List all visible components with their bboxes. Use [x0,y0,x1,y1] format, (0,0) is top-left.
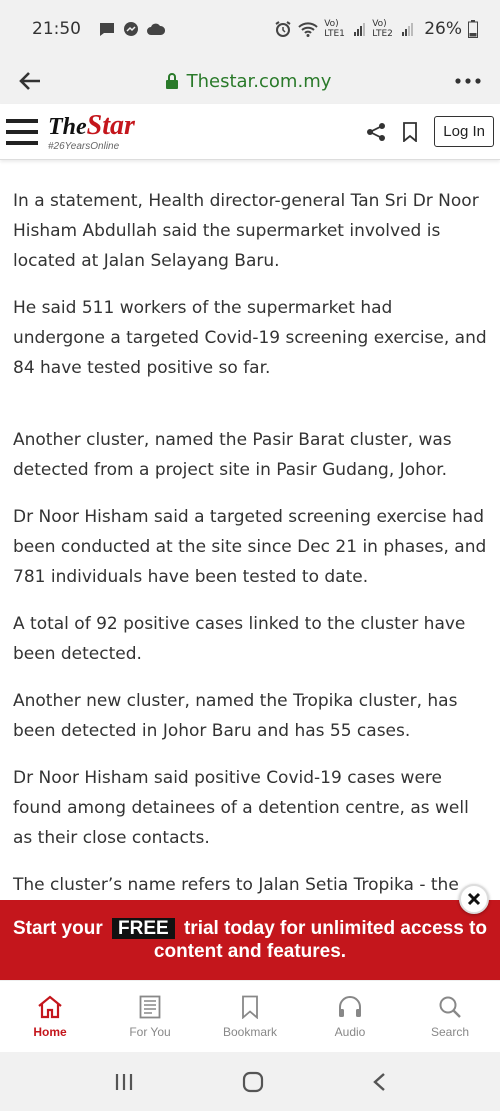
article-paragraph: Dr Noor Hisham said a targeted screening exercise had been conducted at the site since Dec 21 in phases, and 781 individuals have been tested to date. [13,507,487,587]
nav-label: Home [33,1024,67,1039]
signal-icon [354,22,366,36]
nav-label: Bookmark [222,1024,278,1039]
promo-text-end: trial today for unlimited access to [183,918,488,939]
status-time: 21:50 [32,19,81,39]
article-paragraph: Another cluster, named the Pasir Barat cluster, was detected from a project site in Pasir Gudang, Johor. [13,430,452,480]
nav-search[interactable] [400,981,500,1052]
message-icon [99,22,115,37]
nav-label: Audio [334,1024,366,1039]
promo-text-line2: content and features. [153,941,347,962]
article-paragraph: A total of 92 positive cases linked to the cluster have been detected. [13,614,466,664]
article-paragraph: In a statement, Health director-general Tan Sri Dr Noor Hisham Abdullah said the supermarket involved is located at Jalan Selayang Baru. [13,191,479,271]
battery-icon [468,20,478,38]
share-icon[interactable] [366,122,386,142]
article-paragraph: He said 511 workers of the supermarket had undergone a targeted Covid-19 screening exercise, and 84 have tested positive so far. [13,298,487,378]
back-arrow-icon[interactable] [18,70,42,92]
newspaper-icon [139,995,161,1019]
alarm-icon [274,20,292,38]
lte1-label: Vo) LTE1 [324,19,345,39]
logo-the: The [48,113,87,140]
hamburger-menu-icon[interactable] [6,119,38,145]
logo-star: Star [86,109,135,141]
home-button-icon[interactable] [242,1071,264,1093]
system-navigation-bar [0,1052,500,1111]
promo-text-start: Start your [12,918,103,939]
cloud-icon [147,23,165,35]
bookmark-icon[interactable] [402,122,418,142]
lock-icon [165,73,179,89]
site-header [0,104,500,160]
search-icon [438,995,462,1019]
nav-label: For You [129,1024,171,1039]
bookmark-icon [241,995,259,1019]
status-bar [0,0,500,58]
close-banner-icon[interactable] [459,884,489,914]
nav-audio[interactable] [300,981,400,1052]
address-bar[interactable] [42,71,454,92]
nav-for-you[interactable] [100,981,200,1052]
back-button-icon[interactable] [372,1072,386,1092]
logo-tagline: #26YearsOnline [48,140,120,152]
more-menu-icon[interactable] [454,77,482,85]
battery-percent: 26% [424,19,462,39]
signal-icon [402,22,414,36]
article-body [13,186,487,917]
nav-home[interactable] [0,981,100,1052]
url-text: Thestar.com.my [186,70,332,92]
site-logo[interactable] [48,109,135,152]
article-paragraph: The cluster’s name refers to Jalan Setia Tropika - the [13,875,459,895]
promo-free-badge: FREE [112,918,175,939]
nav-bookmark[interactable] [200,981,300,1052]
login-button[interactable]: Log In [434,116,494,147]
browser-toolbar [0,58,500,104]
messenger-icon [123,21,139,37]
bottom-navigation [0,980,500,1052]
recent-apps-icon[interactable] [114,1073,134,1091]
headphones-icon [337,995,363,1019]
wifi-icon [298,21,318,37]
subscription-banner[interactable] [0,900,500,980]
nav-label: Search [430,1024,470,1039]
article-paragraph: Another new cluster, named the Tropika cluster, has been detected in Johor Baru and has 55 cases. [13,691,458,741]
article-paragraph: Dr Noor Hisham said positive Covid-19 cases were found among detainees of a detention centre, as well as their close contacts. [13,768,469,848]
home-icon [37,995,63,1019]
lte2-label: Vo) LTE2 [372,19,393,39]
